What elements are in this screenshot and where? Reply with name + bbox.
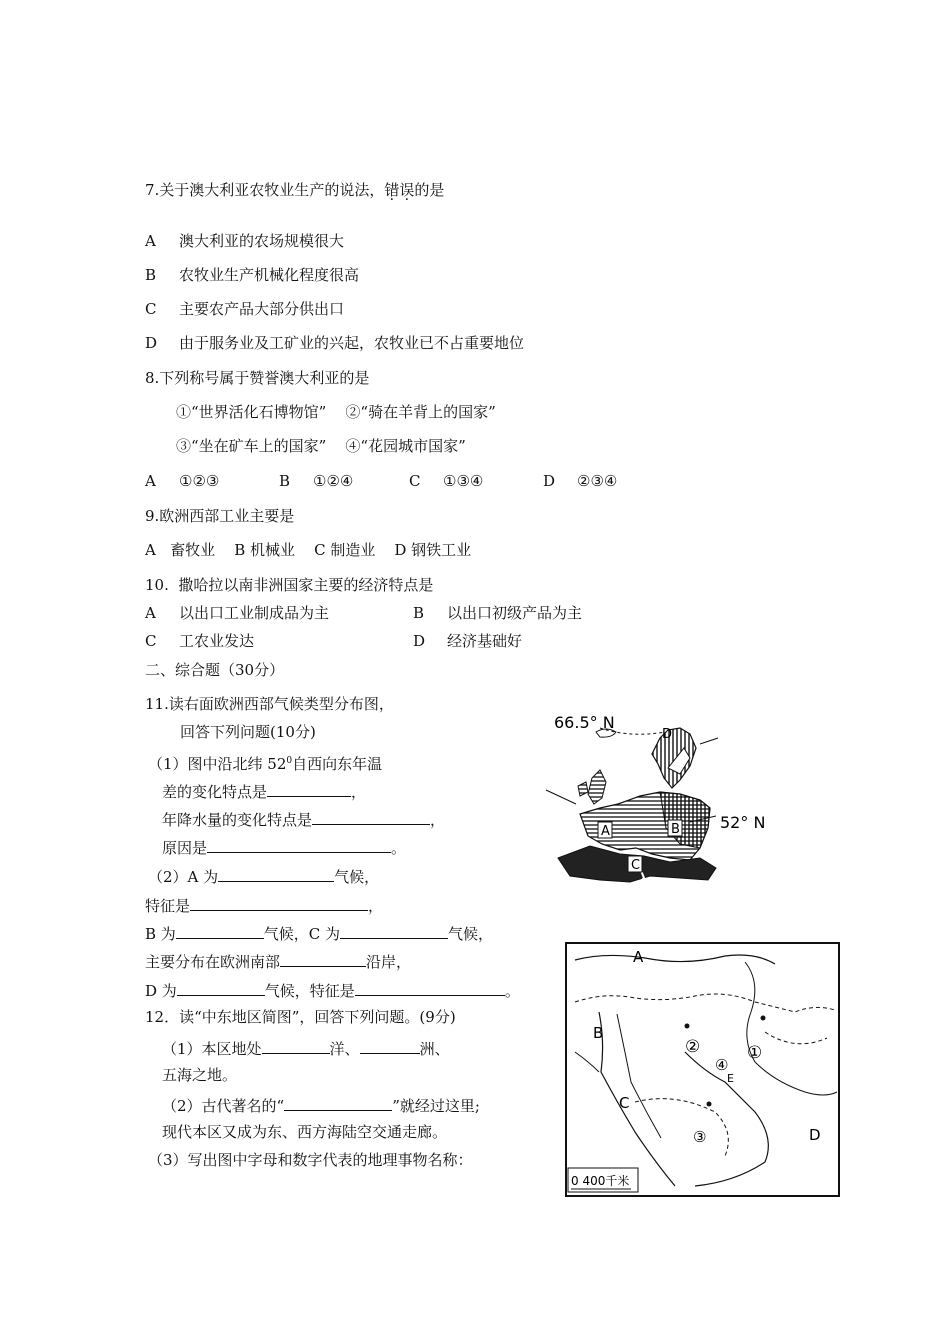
q7-option-a: A 澳大利亚的农场规模很大 (145, 232, 345, 250)
label-num-4: ④ (715, 1056, 729, 1074)
middle-east-map (565, 942, 840, 1197)
q11-stem-1: 11.读右面欧洲西部气候类型分布图， (145, 695, 394, 713)
q8-items-1: ①“世界活化石博物馆” ②“骑在羊背上的国家” (176, 403, 496, 421)
q12-p2: （2）古代著名的“ ”就经过这里; (162, 1094, 480, 1116)
answer-blank[interactable] (177, 979, 265, 996)
q7-option-b: B 农牧业生产机械化程度很高 (145, 266, 360, 284)
europe-climate-map (540, 708, 775, 888)
q8-options: A ①②③ B ①②④ C ①③④ D ②③④ (145, 472, 618, 490)
q12-stem: 12．读“中东地区简图”，回答下列问题。(9分) (145, 1008, 456, 1026)
q10-stem: 10. 撒哈拉以南非洲国家主要的经济特点是 (145, 576, 434, 594)
q9-stem: 9.欧洲西部工业主要是 (145, 507, 295, 525)
q10-options-cd: C 工农业发达 D 经济基础好 (145, 632, 523, 650)
label-a: A (601, 824, 610, 839)
label-num-2: ② (685, 1037, 701, 1057)
britain-shape (588, 770, 606, 804)
answer-blank[interactable] (218, 865, 334, 882)
section-2-title: 二、综合题（30分） (145, 661, 285, 679)
q11-p1-a: （1）图中沿北纬 $52^0$自西向东年温 (148, 755, 383, 773)
q12-p3: （3）写出图中字母和数字代表的地理事物名称： (148, 1151, 473, 1169)
q10-options-ab: A 以出口工业制成品为主 B 以出口初级产品为主 (145, 604, 583, 622)
label-a: A (633, 948, 644, 966)
label-b: B (671, 822, 680, 837)
pointer-line (546, 790, 576, 804)
label-c: C (619, 1094, 630, 1112)
q11-p2-e: D 为 气候，特征是 。 (145, 979, 520, 1001)
map-frame (566, 943, 839, 1196)
label-num-1: ① (747, 1043, 763, 1063)
q11-p1-e: 原因是 。 (162, 836, 406, 858)
answer-blank[interactable] (207, 836, 391, 853)
ireland-shape (578, 782, 588, 796)
answer-blank[interactable] (176, 922, 264, 939)
answer-blank[interactable] (340, 922, 448, 939)
q8-items-2: ③“坐在矿车上的国家” ④“花园城市国家” (176, 437, 466, 455)
q11-p2-b: 特征是 ， (145, 894, 383, 916)
answer-blank[interactable] (284, 1094, 392, 1111)
q7-option-c: C 主要农产品大部分供出口 (145, 300, 345, 318)
q7-option-d: D 由于服务业及工矿业的兴起，农牧业已不占重要地位 (145, 334, 525, 352)
city-dot (685, 1024, 690, 1029)
answer-blank[interactable] (360, 1037, 420, 1054)
scale-label: 0 400千米 (571, 1174, 630, 1188)
label-b: B (593, 1024, 604, 1042)
label-d: D (809, 1126, 821, 1144)
q11-p2-c: B 为 气候，C 为 气候， (145, 922, 493, 944)
q11-p1-d: 年降水量的变化特点是 ， (162, 808, 445, 830)
answer-blank[interactable] (262, 1037, 330, 1054)
q12-p1-d: 五海之地。 (162, 1066, 238, 1084)
answer-blank[interactable] (355, 979, 505, 996)
label-e: E (727, 1072, 734, 1085)
coast-line (700, 738, 718, 744)
q7-stem: 7.关于澳大利亚农牧业生产的说法，错误的是 (145, 181, 445, 199)
q8-stem: 8.下列称号属于赞誉澳大利亚的是 (145, 369, 370, 387)
q11-stem-2: 回答下列问题(10分) (180, 723, 316, 741)
label-c: C (631, 858, 641, 873)
q11-p2-a: （2）A 为 气候， (148, 865, 379, 887)
city-dot (707, 1102, 712, 1107)
answer-blank[interactable] (267, 780, 351, 797)
answer-blank[interactable] (312, 808, 430, 825)
label-num-3: ③ (693, 1128, 707, 1146)
q9-options: A 畜牧业 B 机械业 C 制造业 D 钢铁工业 (145, 541, 472, 559)
answer-blank[interactable] (190, 894, 368, 911)
q12-p2-c: 现代本区又成为东、西方海陆空交通走廊。 (162, 1123, 448, 1141)
lat-52-label: 52° N (720, 813, 766, 832)
q11-p1-c: 差的变化特点是 ， (162, 780, 366, 802)
city-dot (761, 1016, 766, 1021)
q12-p1: （1）本区地处 洋、 洲、 (162, 1037, 450, 1059)
lat-66-label: 66.5° N (554, 713, 615, 732)
answer-blank[interactable] (280, 950, 366, 967)
q11-p2-d: 主要分布在欧洲南部 沿岸， (145, 950, 411, 972)
label-d: D (662, 727, 673, 742)
